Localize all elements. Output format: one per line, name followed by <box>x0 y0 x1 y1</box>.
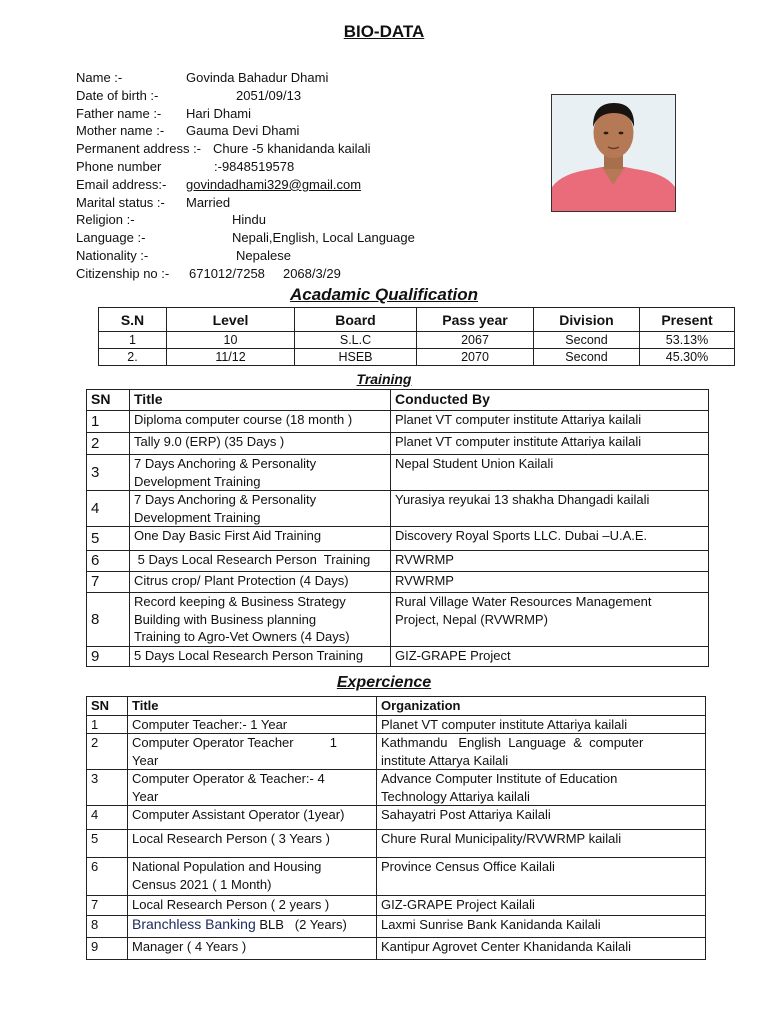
table-row <box>87 770 706 806</box>
table-cell: Diploma computer course (18 month ) <box>130 411 391 433</box>
col-header: Board <box>295 308 417 332</box>
qualification-header-row <box>99 308 735 332</box>
cell-line: 7 Days Anchoring & Personality <box>134 492 317 507</box>
father-row <box>76 105 546 123</box>
qualification-heading: Acadamic Qualification <box>290 285 478 304</box>
cell-line: National Population and Housing <box>132 859 322 874</box>
table-cell: 5 Days Local Research Person Training <box>130 647 391 667</box>
mother-row <box>76 122 546 140</box>
table-cell: Manager ( 4 Years ) <box>128 938 377 960</box>
dob-value: 2051/09/13 <box>236 87 302 103</box>
table-cell <box>128 858 377 896</box>
cell-line: Development Training <box>134 473 261 489</box>
profile-photo <box>551 94 676 212</box>
table-cell: Province Census Office Kailali <box>377 858 706 896</box>
cell-line: Record keeping & Business Strategy <box>134 594 346 609</box>
table-cell: 9 <box>87 938 128 960</box>
table-cell: GIZ-GRAPE Project Kailali <box>377 896 706 916</box>
nationality-label: Nationality :- <box>76 247 149 263</box>
marital-label: Marital status :- <box>76 194 165 210</box>
table-cell: Planet VT computer institute Attariya kailali <box>391 433 709 455</box>
table-cell: 5 <box>87 527 130 551</box>
email-row <box>76 176 546 194</box>
table-cell: Planet VT computer institute Attariya kailali <box>391 411 709 433</box>
religion-label: Religion :- <box>76 212 135 228</box>
col-header: SN <box>87 390 130 411</box>
table-cell: 2. <box>99 349 167 366</box>
table-row <box>87 433 709 455</box>
table-cell: Laxmi Sunrise Bank Kanidanda Kailali <box>377 916 706 938</box>
table-cell <box>128 916 377 938</box>
col-header: Title <box>130 390 391 411</box>
col-header: S.N <box>99 308 167 332</box>
table-cell: 45.30% <box>640 349 735 366</box>
cell-line: Computer Operator & Teacher:- 4 <box>132 771 325 786</box>
table-cell: Kantipur Agrovet Center Khanidanda Kailali <box>377 938 706 960</box>
table-cell: 8 <box>87 916 128 938</box>
table-cell <box>130 593 391 647</box>
table-row <box>87 593 709 647</box>
dob-label: Date of birth :- <box>76 87 159 103</box>
language-label: Language :- <box>76 230 146 246</box>
table-row <box>99 349 735 366</box>
email-label: Email address:- <box>76 176 167 192</box>
name-label: Name :- <box>76 70 123 85</box>
cell-line: Development Training <box>134 509 261 525</box>
table-cell <box>128 770 377 806</box>
table-cell: Computer Teacher:- 1 Year <box>128 715 377 734</box>
address-row <box>76 140 546 158</box>
table-row <box>87 647 709 667</box>
col-header: Title <box>128 697 377 716</box>
cell-line: 7 Days Anchoring & Personality <box>134 456 317 471</box>
address-value: Chure -5 khanidanda kailali <box>213 141 371 157</box>
training-table <box>86 389 709 667</box>
experience-heading: Expercience <box>336 674 432 691</box>
marital-row <box>76 194 546 212</box>
col-header: Present <box>640 308 735 332</box>
table-cell: Second <box>534 332 640 349</box>
table-row <box>87 455 709 491</box>
table-cell: 9 <box>87 647 130 667</box>
table-row <box>87 551 709 572</box>
cell-line: Computer Operator Teacher 1 <box>132 735 337 750</box>
table-row <box>87 938 706 960</box>
table-cell: 5 <box>87 830 128 858</box>
table-row <box>99 332 735 349</box>
cell-line: Census 2021 ( 1 Month) <box>132 876 272 892</box>
cell-text: Branchless Banking <box>132 916 256 932</box>
marital-value: Married <box>186 194 231 210</box>
table-cell: 1 <box>87 411 130 433</box>
cell-line: Building with Business planning <box>134 611 317 627</box>
table-row <box>87 572 709 593</box>
table-cell: 3 <box>87 770 128 806</box>
table-cell: Nepal Student Union Kailali <box>391 455 709 491</box>
col-header: Division <box>534 308 640 332</box>
table-row <box>87 916 706 938</box>
language-value: Nepali,English, Local Language <box>232 230 415 246</box>
experience-header-row <box>87 697 706 716</box>
experience-table <box>86 696 706 960</box>
cell-line: Rural Village Water Resources Management <box>395 594 652 609</box>
table-cell: Citrus crop/ Plant Protection (4 Days) <box>130 572 391 593</box>
table-cell: Second <box>534 349 640 366</box>
name-row <box>76 69 546 87</box>
table-cell: Local Research Person ( 3 Years ) <box>128 830 377 858</box>
table-cell: 7 <box>87 896 128 916</box>
col-header: Organization <box>377 697 706 716</box>
table-cell <box>377 734 706 770</box>
table-cell: Local Research Person ( 2 years ) <box>128 896 377 916</box>
table-cell: Sahayatri Post Attariya Kailali <box>377 806 706 830</box>
col-header: Conducted By <box>391 390 709 411</box>
table-cell <box>130 491 391 527</box>
table-cell: 8 <box>87 593 130 647</box>
cell-line: Year <box>132 788 159 804</box>
table-cell: 4 <box>87 806 128 830</box>
dob-row <box>76 87 546 105</box>
table-row <box>87 411 709 433</box>
table-cell: 4 <box>87 491 130 527</box>
table-cell: Discovery Royal Sports LLC. Dubai –U.A.E. <box>391 527 709 551</box>
phone-label: Phone number <box>76 158 162 174</box>
table-cell: Tally 9.0 (ERP) (35 Days ) <box>130 433 391 455</box>
table-row <box>87 806 706 830</box>
table-cell <box>391 593 709 647</box>
col-header: Level <box>167 308 295 332</box>
table-cell <box>377 770 706 806</box>
col-header: SN <box>87 697 128 716</box>
table-cell: Yurasiya reyukai 13 shakha Dhangadi kailali <box>391 491 709 527</box>
cell-line: Technology Attariya kailali <box>381 788 530 804</box>
table-cell: 2 <box>87 433 130 455</box>
table-cell: One Day Basic First Aid Training <box>130 527 391 551</box>
email-link[interactable]: govindadhami329@gmail.com <box>186 176 362 192</box>
mother-label: Mother name :- <box>76 123 165 139</box>
cell-line: Kathmandu English Language & computer <box>381 735 644 750</box>
training-heading: Training <box>356 371 412 387</box>
table-cell: Planet VT computer institute Attariya kailali <box>377 715 706 734</box>
religion-row <box>76 211 546 229</box>
language-row <box>76 229 546 247</box>
table-cell: 1 <box>87 715 128 734</box>
table-row <box>87 734 706 770</box>
table-cell: 53.13% <box>640 332 735 349</box>
cell-line: Training to Agro-Vet Owners (4 Days) <box>134 629 350 644</box>
table-cell: 2 <box>87 734 128 770</box>
table-cell: 10 <box>167 332 295 349</box>
religion-value: Hindu <box>232 212 266 228</box>
training-header-row <box>87 390 709 411</box>
table-cell: 6 <box>87 551 130 572</box>
citizenship-label: Citizenship no :- <box>76 265 170 281</box>
table-row <box>87 491 709 527</box>
cell-line: Project, Nepal (RVWRMP) <box>395 611 548 627</box>
table-row <box>87 858 706 896</box>
table-cell: RVWRMP <box>391 551 709 572</box>
citizenship-value: 671012/7258 2068/3/29 <box>189 265 341 281</box>
table-cell: GIZ-GRAPE Project <box>391 647 709 667</box>
table-cell: 11/12 <box>167 349 295 366</box>
table-cell <box>130 455 391 491</box>
table-cell: Chure Rural Municipality/RVWRMP kailali <box>377 830 706 858</box>
table-cell: 7 <box>87 572 130 593</box>
portrait-image <box>552 95 675 211</box>
qualification-table <box>98 307 735 366</box>
cell-line: institute Attarya Kailali <box>381 752 509 768</box>
table-cell: RVWRMP <box>391 572 709 593</box>
citizenship-row <box>76 265 546 283</box>
address-label: Permanent address :- <box>76 141 202 157</box>
nationality-row <box>76 247 546 265</box>
table-cell: 1 <box>99 332 167 349</box>
table-cell: HSEB <box>295 349 417 366</box>
table-cell: 6 <box>87 858 128 896</box>
table-row <box>87 715 706 734</box>
cell-line: Advance Computer Institute of Education <box>381 771 618 786</box>
page-title: BIO-DATA <box>343 22 425 41</box>
nationality-value: Nepalese <box>236 247 291 263</box>
cell-text: BLB (2 Years) <box>255 917 347 932</box>
phone-value: :-9848519578 <box>214 158 295 174</box>
father-value: Hari Dhami <box>186 105 252 121</box>
father-label: Father name :- <box>76 105 162 121</box>
table-cell: 3 <box>87 455 130 491</box>
name-value: Govinda Bahadur Dhami <box>186 70 329 85</box>
table-cell: 2070 <box>417 349 534 366</box>
table-row <box>87 830 706 858</box>
table-row <box>87 896 706 916</box>
personal-info <box>76 69 546 283</box>
mother-value: Gauma Devi Dhami <box>186 123 300 139</box>
table-cell: 5 Days Local Research Person Training <box>130 551 391 572</box>
cell-line: Year <box>132 752 159 768</box>
table-row <box>87 527 709 551</box>
table-cell: S.L.C <box>295 332 417 349</box>
phone-row <box>76 158 546 176</box>
table-cell <box>128 734 377 770</box>
table-cell: Computer Assistant Operator (1year) <box>128 806 377 830</box>
table-cell: 2067 <box>417 332 534 349</box>
col-header: Pass year <box>417 308 534 332</box>
